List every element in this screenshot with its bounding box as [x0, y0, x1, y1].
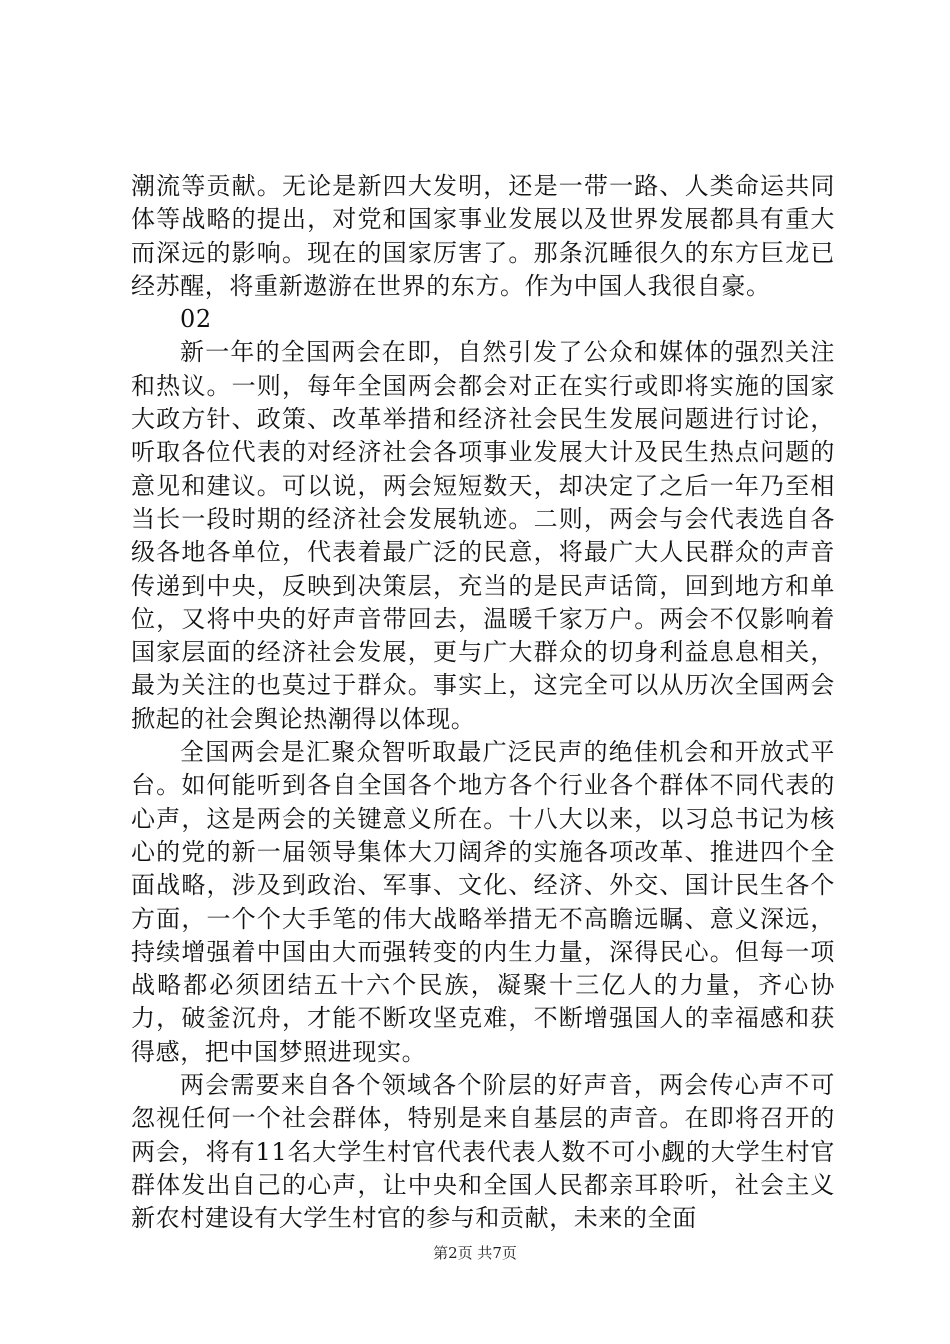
paragraph-4: 两会需要来自各个领域各个阶层的好声音，两会传心声不可忽视任何一个社会群体，特别是来自基层的声音。在即将召开的两会，将有11名大学生村官代表代表人数不可小觑的大学生村官群体发出自己的心声，让中央和全国人民都亲耳聆听，社会主义新农村建设有大学生村官的参与和贡献，未来的全面 [131, 1071, 835, 1233]
paragraph-1: 潮流等贡献。无论是新四大发明，还是一带一路、人类命运共同体等战略的提出，对党和国家事业发展以及世界发展都具有重大而深远的影响。现在的国家厉害了。那条沉睡很久的东方巨龙已经苏醒，将重新遨游在世界的东方。作为中国人我很自豪。 [131, 172, 835, 300]
document-body [131, 170, 835, 1236]
paragraph-2: 新一年的全国两会在即，自然引发了公众和媒体的强烈关注和热议。一则，每年全国两会都会对正在实行或即将实施的国家大政方针、政策、改革举措和经济社会民生发展问题进行讨论，听取各位代表的对经济社会各项事业发展大计及民生热点问题的意见和建议。可以说，两会短短数天，却决定了之后一年乃至相当长一段时期的经济社会发展轨迹。二则，两会与会代表选自各级各地各单位，代表着最广泛的民意，将最广大人民群众的声音传递到中央，反映到决策层，充当的是民声话筒，回到地方和单位，又将中央的好声音带回去，温暖千家万户。两会不仅影响着国家层面的经济社会发展，更与广大群众的切身利益息息相关，最为关注的也莫过于群众。事实上，这完全可以从历次全国两会掀起的社会舆论热潮得以体现。 [131, 338, 835, 733]
paragraph-3: 全国两会是汇聚众智听取最广泛民声的绝佳机会和开放式平台。如何能听到各自全国各个地方各个行业各个群体不同代表的心声，这是两会的关键意义所在。十八大以来，以习总书记为核心的党的新一届领导集体大刀阔斧的实施各项改革、推进四个全面战略，涉及到政治、军事、文化、经济、外交、国计民生各个方面，一个个大手笔的伟大战略举措无不高瞻远瞩、意义深远，持续增强着中国由大而强转变的内生力量，深得民心。但每一项战略都必须团结五十六个民族，凝聚十三亿人的力量，齐心协力，破釜沉舟，才能不断攻坚克难，不断增强国人的幸福感和获得感，把中国梦照进现实。 [131, 738, 835, 1066]
page-number-footer: 第2页 共7页 [433, 1244, 517, 1262]
section-number: 02 [180, 305, 212, 334]
